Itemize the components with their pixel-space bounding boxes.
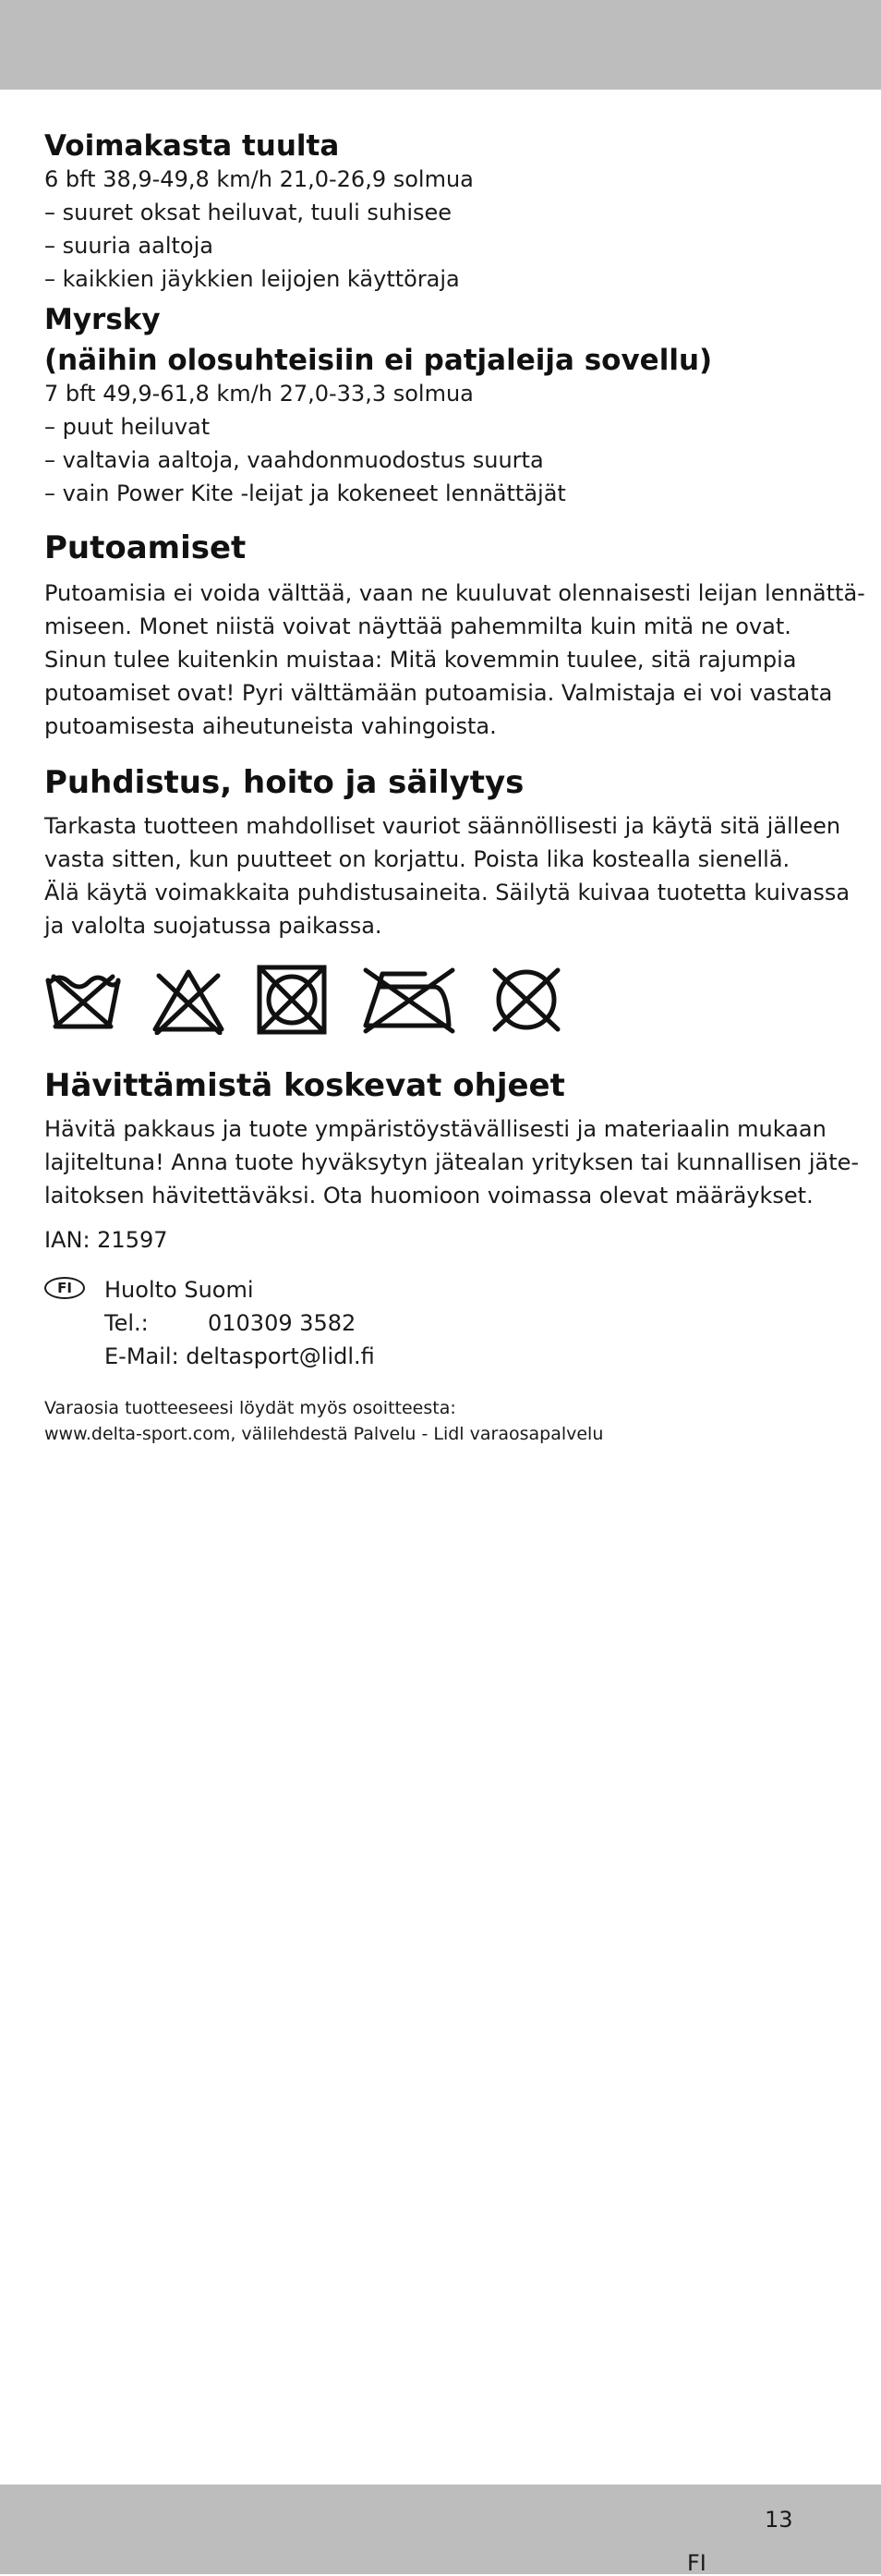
section-body (44, 577, 865, 743)
no-iron-icon (356, 965, 460, 1035)
section-storm (44, 303, 839, 510)
text-line: lajiteltuna! Anna tuote hyväksytyn jätealan yrityksen tai kunnallisen jäte- (44, 1149, 860, 1175)
section-strong-wind (44, 129, 839, 296)
text-line: putoamisesta aiheutuneista vahingoista. (44, 713, 497, 739)
footer-language: FI (687, 2550, 706, 2576)
text-line: – suuret oksat heiluvat, tuuli suhisee (44, 200, 453, 225)
wash-30-icon (44, 967, 122, 1032)
service-phone (104, 1306, 839, 1340)
bottom-band (0, 2485, 881, 2574)
text-line: Tarkasta tuotteen mahdolliset vauriot säännöllisesti ja käytä sitä jälleen (44, 813, 841, 839)
text-line: Hävitä pakkaus ja tuote ympäristöystävällisesti ja materiaalin mukaan (44, 1116, 827, 1142)
page-content (44, 129, 865, 1447)
ian-number: IAN: 21597 (44, 1227, 168, 1253)
service-email: E-Mail: deltasport@lidl.fi (104, 1343, 375, 1369)
section-body (44, 1112, 860, 1212)
care-symbols (44, 955, 839, 1044)
section-title: Hävittämistä koskevat ohjeet (44, 1067, 565, 1104)
top-band (0, 0, 881, 90)
text-line: miseen. Monet niistä voivat näyttää pahemmilta kuin mitä ne ovat. (44, 614, 791, 639)
no-bleach-icon (150, 965, 227, 1035)
text-line: 7 bft 49,9-61,8 km/h 27,0-33,3 solmua (44, 381, 474, 407)
page-number: 13 (765, 2507, 793, 2533)
section-body (44, 377, 839, 510)
section-body (44, 809, 851, 942)
section-title: Voimakasta tuulta (44, 129, 340, 163)
text-line: Sinun tulee kuitenkin muistaa: Mitä kovemmin tuulee, sitä rajumpia (44, 647, 797, 673)
text-line: www.delta-sport.com, välilehdestä Palvelu - Lidl varaosapalvelu (44, 1424, 604, 1444)
no-tumble-dry-icon (255, 963, 329, 1037)
text-line: laitoksen hävitettäväksi. Ota huomioon voimassa olevat määräykset. (44, 1183, 814, 1209)
text-line: – kaikkien jäykkien leijojen käyttöraja (44, 266, 460, 292)
section-crashes (44, 529, 865, 743)
spare-parts-note (44, 1395, 839, 1447)
title-line: (näihin olosuhteisiin ei patjaleija sovellu) (44, 344, 713, 377)
text-line: Putoamisia ei voida välttää, vaan ne kuuluvat olennaisesti leijan lennättä- (44, 580, 865, 606)
text-line: – vain Power Kite -leijat ja kokeneet lennättäjät (44, 480, 566, 506)
text-line: vasta sitten, kun puutteet on korjattu. Poista lika kostealla sienellä. (44, 846, 790, 872)
text-line: 6 bft 38,9-49,8 km/h 21,0-26,9 solmua (44, 166, 474, 192)
section-body (44, 163, 839, 296)
text-line: Varaosia tuotteeseesi löydät myös osoitteesta: (44, 1398, 456, 1418)
section-cleaning (44, 763, 851, 1044)
service-contact (44, 1273, 839, 1373)
title-line: Myrsky (44, 303, 161, 336)
service-name: Huolto Suomi (104, 1277, 254, 1303)
section-title (44, 303, 839, 377)
contact-lines (44, 1273, 839, 1373)
phone-label: Tel.: (104, 1310, 149, 1336)
phone-number: 010309 3582 (208, 1310, 356, 1336)
text-line: – valtavia aaltoja, vaahdonmuodostus suurta (44, 447, 544, 473)
text-line: putoamiset ovat! Pyri välttämään putoamisia. Valmistaja ei voi vastata (44, 680, 833, 706)
section-title: Puhdistus, hoito ja säilytys (44, 764, 525, 801)
text-line: – suuria aaltoja (44, 233, 213, 259)
section-title: Putoamiset (44, 529, 247, 566)
text-line: ja valolta suojatussa paikassa. (44, 913, 382, 939)
text-line: – puut heiluvat (44, 414, 211, 440)
no-dry-clean-icon (488, 965, 565, 1035)
text-line: Älä käytä voimakkaita puhdistusaineita. Säilytä kuivaa tuotetta kuivassa (44, 880, 851, 905)
country-badge: FI (44, 1277, 85, 1299)
section-disposal (44, 1066, 860, 1257)
